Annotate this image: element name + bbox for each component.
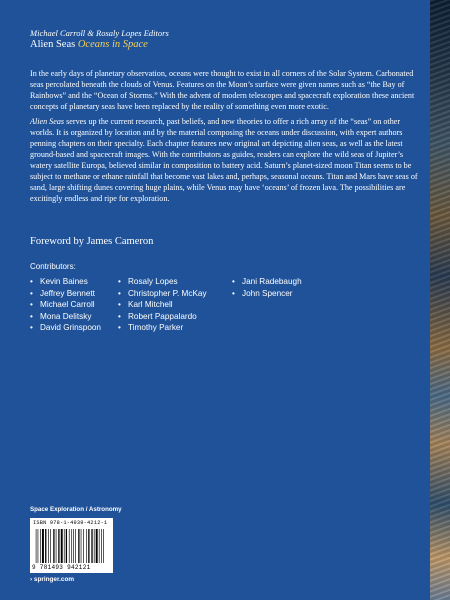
- bullet-marker: •: [232, 288, 235, 298]
- description-paragraph-1: In the early days of planetary observation, oceans were thought to exist in all corners of the Solar System. Carbonated seas percolated beneath the clouds of Venus. Features on the Moon’s surface were given names such as “the Bay of Rainbows” and the “Ocean of Storms.” With the advent of modern telescopes and spacecraft exploration these ancient concepts of planetary seas have been replaced by the reality of something even more exotic.: [30, 69, 415, 111]
- barcode-bar: [96, 529, 98, 563]
- contributor-item: [232, 276, 302, 288]
- contributor-item: [118, 322, 207, 334]
- barcode-bar: [64, 529, 65, 563]
- contributor-item: [118, 299, 207, 311]
- barcode-bar: [50, 529, 51, 563]
- contributor-item: [118, 311, 207, 323]
- contributor-item: [30, 311, 101, 323]
- bullet-marker: •: [30, 300, 33, 310]
- contributor-name: Jani Radebaugh: [242, 277, 302, 286]
- contributor-name: Jeffrey Bennett: [40, 288, 95, 298]
- editors-line: Michael Carroll & Rosaly Lopes Editors: [30, 28, 169, 38]
- contributor-name: Karl Mitchell: [128, 300, 173, 310]
- barcode-bar: [42, 529, 44, 563]
- barcode-bar: [94, 529, 95, 563]
- foreword-credit: Foreword by James Cameron: [30, 236, 154, 247]
- bullet-marker: •: [118, 300, 121, 310]
- contributor-item: [30, 299, 101, 311]
- contributor-item: [118, 276, 207, 288]
- contributor-item: [30, 288, 101, 300]
- book-title: [30, 39, 148, 50]
- spine-artwork-strip: [430, 0, 450, 600]
- barcode-bar: [86, 529, 87, 563]
- barcode-bar: [101, 529, 102, 563]
- barcode-bar: [99, 529, 100, 563]
- barcode-bar: [58, 529, 59, 563]
- contributor-name: Robert Pappalardo: [128, 311, 197, 321]
- description-title-italic: Alien Seas: [30, 117, 65, 126]
- contributor-name: Mona Delitsky: [40, 311, 92, 321]
- barcode-panel: [30, 518, 113, 573]
- contributors-column-1: [30, 276, 101, 334]
- bullet-marker: •: [118, 288, 121, 298]
- bullet-marker: •: [118, 323, 121, 333]
- contributor-item: [30, 322, 101, 334]
- contributor-name: Michael Carroll: [40, 300, 95, 310]
- barcode-bar: [56, 529, 57, 563]
- contributor-item: [30, 276, 101, 288]
- barcode-bar: [53, 529, 54, 563]
- barcode-bar: [91, 529, 92, 563]
- barcode-bar: [81, 529, 82, 563]
- contributor-name: Christopher P. McKay: [128, 288, 207, 298]
- title-series: Oceans in Space: [77, 39, 148, 50]
- bullet-marker: •: [30, 323, 33, 333]
- contributors-column-3: [232, 276, 302, 299]
- bullet-marker: •: [118, 311, 121, 321]
- contributors-column-2: [118, 276, 207, 334]
- contributors-label: Contributors:: [30, 262, 76, 271]
- bullet-marker: •: [30, 311, 33, 321]
- contributor-name: David Grinspoon: [40, 323, 101, 333]
- isbn-text: ISBN 978-1-4939-4212-1: [33, 520, 108, 526]
- barcode-bar: [83, 529, 84, 563]
- barcode-bar: [45, 529, 46, 563]
- barcode-bar: [66, 529, 67, 563]
- contributor-name: Timothy Parker: [128, 323, 184, 333]
- bullet-marker: •: [30, 288, 33, 298]
- description-paragraph-2-text: serves up the current research, past beliefs, and new theories to offer a rich array of the “seas” on other worlds. It is organized by location and by the material composing the oceans under discussion, with expert authors penning chapters on their specialty. Each chapter features new original art depicting alien seas, as well as the latest ground-based and spacecraft images. With the contributors as guides, readers can explore the wild seas of Jupiter’s watery satellite Europa, believed similar in composition to battery acid. Saturn’s planet-sized moon Titan seems to be subject to methane or ethane rainfall that become vast lakes and, perhaps, seasonal oceans. Titan and Mars have seas of sand, large shifting dunes covering huge plains, while Venus may have ‘oceans’ of frozen lava. The possibilities are excitingly endless and ripe for exploration.: [30, 117, 418, 203]
- barcode-bar: [78, 529, 79, 563]
- barcode-bar: [103, 529, 104, 563]
- contributor-name: Rosaly Lopes: [128, 277, 178, 286]
- title-main: Alien Seas: [30, 39, 76, 50]
- description-block: [30, 68, 422, 208]
- barcode-bar: [69, 529, 70, 563]
- barcode-bar: [61, 529, 63, 563]
- contributor-name: Kevin Baines: [40, 277, 88, 286]
- contributor-name: John Spencer: [242, 288, 293, 298]
- barcode-bar: [36, 529, 37, 563]
- subject-category: Space Exploration / Astronomy: [30, 506, 122, 513]
- barcode-bar: [38, 529, 39, 563]
- description-paragraph-2: [30, 116, 422, 204]
- barcode-bar: [71, 529, 72, 563]
- barcode-bar: [73, 529, 74, 563]
- contributor-item: [232, 288, 302, 300]
- bullet-marker: •: [30, 277, 33, 286]
- barcode-bar: [40, 529, 41, 563]
- ean-digits: 9 781493 942121: [32, 564, 91, 571]
- barcode-image: [35, 529, 108, 563]
- bullet-marker: •: [232, 277, 235, 286]
- barcode-bar: [88, 529, 89, 563]
- contributor-item: [118, 288, 207, 300]
- barcode-bar: [48, 529, 49, 563]
- barcode-bar: [75, 529, 76, 563]
- publisher-website: › springer.com: [30, 576, 75, 583]
- bullet-marker: •: [118, 277, 121, 286]
